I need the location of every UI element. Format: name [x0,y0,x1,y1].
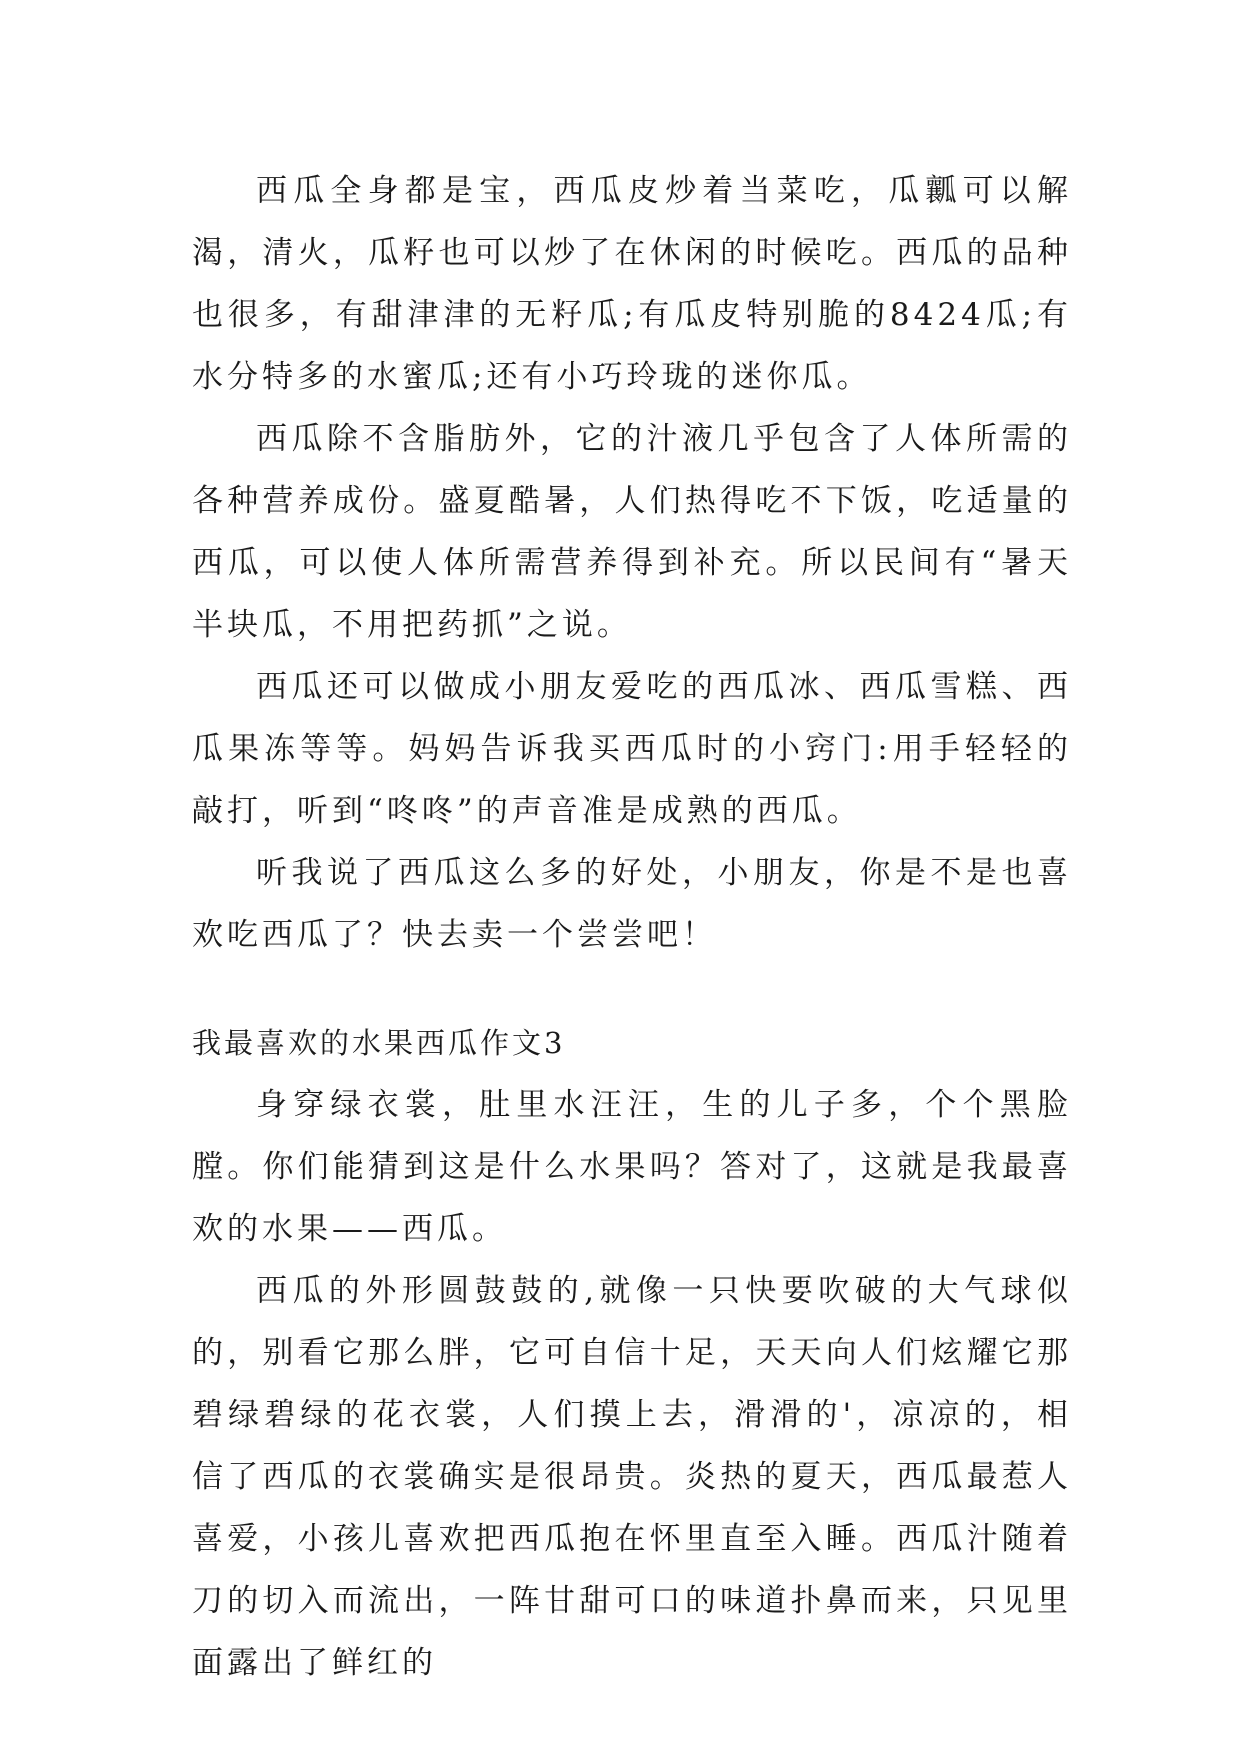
paragraph: 西瓜全身都是宝，西瓜皮炒着当菜吃，瓜瓤可以解渴，清火，瓜籽也可以炒了在休闲的时候吃。西瓜的品种也很多，有甜津津的无籽瓜;有瓜皮特别脆的8424瓜;有水分特多的水蜜瓜;还有小巧玲珑的迷你瓜。 [192,173,1072,395]
paragraph: 西瓜除不含脂肪外，它的汁液几乎包含了人体所需的各种营养成份。盛夏酷暑，人们热得吃不下饭，吃适量的西瓜，可以使人体所需营养得到补充。所以民间有“暑天半块瓜，不用把药抓”之说。 [192,421,1072,643]
section-title: 我最喜欢的水果西瓜作文3 [192,1026,566,1060]
paragraph: 听我说了西瓜这么多的好处，小朋友，你是不是也喜欢吃西瓜了？快去卖一个尝尝吧！ [192,855,1072,953]
paragraph: 身穿绿衣裳，肚里水汪汪，生的儿子多，个个黑脸膛。你们能猜到这是什么水果吗？答对了，这就是我最喜欢的水果——西瓜。 [192,1087,1072,1247]
paragraph: 西瓜的外形圆鼓鼓的,就像一只快要吹破的大气球似的，别看它那么胖，它可自信十足，天天向人们炫耀它那碧绿碧绿的花衣裳，人们摸上去，滑滑的'，凉凉的，相信了西瓜的衣裳确实是很昂贵。炎热的夏天，西瓜最惹人喜爱，小孩儿喜欢把西瓜抱在怀里直至入睡。西瓜汁随着刀的切入而流出，一阵甘甜可口的味道扑鼻而来，只见里面露出了鲜红的 [192,1273,1072,1681]
paragraph: 西瓜还可以做成小朋友爱吃的西瓜冰、西瓜雪糕、西瓜果冻等等。妈妈告诉我买西瓜时的小窍门:用手轻轻的敲打，听到“咚咚”的声音准是成熟的西瓜。 [192,669,1072,829]
document-body [192,160,1072,1694]
